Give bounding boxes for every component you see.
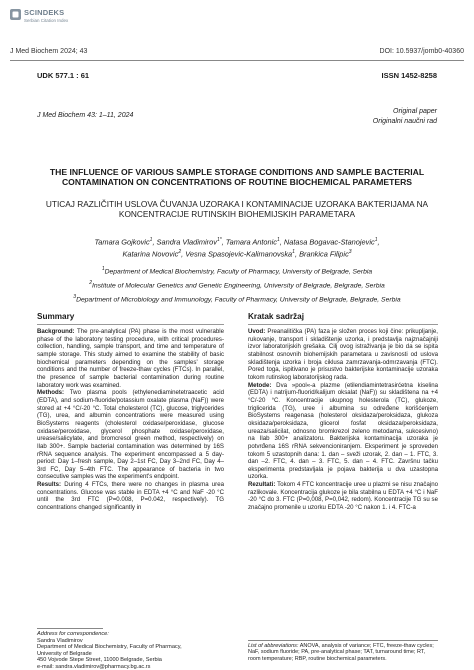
summary-divider <box>37 324 224 325</box>
correspondence-line: Sandra Vladimirov <box>37 638 227 645</box>
results-label: Results: <box>37 481 61 488</box>
affiliation-marker: 2 <box>89 280 92 286</box>
uvod-text: Preanalitička (PA) faza je složen proces koji čine: prikupljanje, rukovanje, transport i skladištenje uzorka, i predstavlja najznačajniji izvor laboratorijskih grešaka. Cilj ovog istraživanja je bio da se ispita stabilnost osnovnih biohemijskih parametara u zavisnosti od uslova skladištenja uzorka i broja ciklusa zamrzavanja-odmrzavanja (FTC). Pored toga, ispitivano je prisustvo bakterijske kontaminacije uzoraka tokom rutinskog laboratorijskog rada. <box>248 328 438 381</box>
paper-type <box>373 107 437 127</box>
kratak-sadrzaj-heading: Kratak sadržaj <box>248 312 304 321</box>
kratak-uvod <box>248 328 438 382</box>
abbreviations-label: List of abbreviations: <box>248 643 298 649</box>
udk-code: UDK 577.1 : 61 <box>37 71 89 80</box>
abbreviations-text: ANOVA, analysis of variance; FTC, freeze-thaw cycles; NaF, sodium fluoride; PA, pre-analytical phase; TAT, turnaround time; RT, room temperature; RBP, routine biochemical parameters. <box>248 643 434 662</box>
author-name: Katarina Novovic <box>122 250 178 259</box>
metode-text: Dva »pool«-a plazme (etilendiamintetrasirćetna kiselina (EDTA) i natrijum-fluorid/kalijum oksalat (NaF)) su skladištena na +4 °C/-20 °C. Koncentracije ukupnog holesterola (TC), glukoze, triglicerida (TG), uree i albumina su određene korišćenjem BioSystems reagenasa (holesterol oksidaza/peroksidaza, glukoza oksidaza/peroksidaza, glicerol fosfat oksidaza/peroksidaza, ureaza/salicilat, odnosno bromkrezol zeleno metodama, sukcesivno) na Ilab 300+ analizatoru. Bakterijska kontaminacija uzoraka je potvrđena 16S rRNA sekvencioniranjem. Eksperiment je sproveden tokom 5 uzastopnih dana: 1. dan – sveži uzorak, 2. dan – 1. FTC, 3. dan –2. FTC, 4. dan – 3. FTC, 5. dan – 4. FTC. Završnu tačku eksperimenta predstavljala je pojava bakterija u dva uzastopna uzorka. <box>248 382 438 481</box>
citation-line: J Med Biochem 43: 1–11, 2024 <box>37 112 133 119</box>
logo-subtitle: Serbian Citation Index <box>24 18 68 23</box>
methods-text: Two plasma pools (ethylenediaminetetraacetic acid (EDTA), and sodium-fluoride/potassium oxalate plasma (NaF)) were stored at +4 °C/-20 °C. Total cholesterol (TC), glucose, triglycerides (TG), urea, and albumin concentrations were measured using BioSystems reagents (cholesterol oxidase/peroxidase, glucose oxidase/peroxidase, glycerol phosphate oxidase/peroxidase, urease/salicylate, and bromcresol green method, respectively) on Ilab 300+. Sample bacterial contamination was determined by 16S rRNA sequence analysis. The experiment encompassed a 5 day-period: Day 1–fresh sample, Day 2–1st FC, Day 3–2nd FC, Day 4–3rd FC, Day 5–4th FTC. The appearance of bacteria in two consecutive samples was the experiment's endpoint. <box>37 389 224 480</box>
correspondence-line: Department of Medical Biochemistry, Faculty of Pharmacy, <box>37 644 227 651</box>
kratak-body <box>248 328 438 512</box>
affiliation-line <box>37 278 437 292</box>
summary-background <box>37 328 224 389</box>
author-affiliation-marker: 1 <box>292 249 295 255</box>
author-name: Tamara Antonic <box>226 237 277 246</box>
correspondence-email[interactable]: e-mail: sandra.vladimirov@pharmacy.bg.ac.rs <box>37 664 227 670</box>
author-affiliation-marker: 1 <box>150 237 153 243</box>
correspondence-line: 450 Vojvode Stepe Street, 11000 Belgrade, Serbia <box>37 657 227 664</box>
summary-results <box>37 481 224 512</box>
author-name: Brankica Filipic <box>299 250 349 259</box>
author-affiliation-marker: 3 <box>349 249 352 255</box>
title-english: THE INFLUENCE OF VARIOUS SAMPLE STORAGE CONDITIONS AND SAMPLE BACTERIAL CONTAMINATION ON CONCENTRATIONS OF ROUTINE BIOCHEMICAL PARAMETERS <box>37 167 437 187</box>
uvod-label: Uvod: <box>248 328 265 335</box>
kratak-rezultati <box>248 481 438 512</box>
affiliation-line <box>37 292 437 306</box>
correspondence-block <box>37 631 227 670</box>
author-affiliation-marker: 1 <box>375 237 378 243</box>
correspondence-heading: Address for correspondence: <box>37 631 227 638</box>
abbreviations-divider <box>248 640 438 641</box>
author-affiliation-marker: 1 <box>277 237 280 243</box>
affiliation-text: Department of Medical Biochemistry, Faculty of Pharmacy, University of Belgrade, Serbia <box>105 268 373 275</box>
summary-body <box>37 328 224 512</box>
journal-header: J Med Biochem 2024; 43 <box>10 48 87 55</box>
author-name: Sandra Vladimirov <box>157 237 217 246</box>
paper-type-en: Original paper <box>373 107 437 117</box>
title-serbian: UTICAJ RAZLIČITIH USLOVA ČUVANJA UZORAKA I KONTAMINACIJE UZORAKA BAKTERIJAMA NA KONCENTRACIJE RUTINSKIH BIOHEMIJSKIH PARAMETARA <box>37 199 437 219</box>
results-text: During 4 FTCs, there were no changes in plasma urea concentrations. Glucose was stable in EDTA +4 °C and NaF -20 °C until the 3rd FTC (P=0.008, P=0.042, respectively). TG concentrations changed significantly in <box>37 481 224 511</box>
correspondence-divider <box>37 628 103 629</box>
author-affiliation-marker: 2 <box>178 249 181 255</box>
rezultati-text: Tokom 4 FTC koncentracije uree u plazmi se nisu značajno razlikovale. Koncentracija glukoze je bila stabilna u EDTA +4 °C i NaF -20 °C do 3. FTC (P=0,008, P=0,042, redom). Koncentracije TG su se značajno promenile u uzorku EDTA -20 °C nakon 1. i 4. FTC-a <box>248 481 438 511</box>
affiliation-list <box>37 264 437 305</box>
logo-title: SCINDEKS <box>24 8 64 17</box>
correspondence-line: University of Belgrade <box>37 651 227 658</box>
affiliation-line <box>37 264 437 278</box>
background-text: The pre-analytical (PA) phase is the most vulnerable phase of the laboratory testing procedure, with critical procedures-collection, handling, sample transport, and time and temperature of sample storage. This study aimed to examine the stability of basic biochemical parameters depending on the samples' storage conditions and the number of freeze-thaw cycles (FTCs). In parallel, the presence of sample bacterial contamination during routine laboratory work was examined. <box>37 328 224 389</box>
metode-label: Metode: <box>248 382 271 389</box>
affiliation-text: Department of Microbiology and Immunology, Faculty of Pharmacy, University of Belgrade, Belgrade, Serbia <box>76 296 401 303</box>
author-name: Natasa Bogavac-Stanojevic <box>284 237 375 246</box>
author-affiliation-marker: 1* <box>217 237 222 243</box>
methods-label: Methods: <box>37 389 64 396</box>
scindeks-logo-icon <box>10 9 21 20</box>
author-name: Tamara Gojkovic <box>94 237 149 246</box>
kratak-divider <box>248 324 438 325</box>
issn-code: ISSN 1452-8258 <box>382 71 437 80</box>
rezultati-label: Rezultati: <box>248 481 275 488</box>
paper-type-sr: Originalni naučni rad <box>373 117 437 127</box>
background-label: Background: <box>37 328 75 335</box>
header-divider <box>10 60 464 61</box>
scindeks-logo <box>10 8 130 34</box>
author-list: Tamara Gojkovic$^1$, Sandra Vladimirov$^{1*}$, Tamara Antonic$^1$, Natasa Bogavac-Stanojevic$^1$, Katarina Novovic$^2$, Vesna Spasojevic-Kalimanovska$^1$, Brankica Filipic$^3$ <box>37 235 437 260</box>
kratak-metode <box>248 382 438 482</box>
summary-heading: Summary <box>37 312 74 321</box>
affiliation-text: Institute of Molecular Genetics and Genetic Engineering, University of Belgrade, Belgrade, Serbia <box>92 282 385 289</box>
doi-header[interactable]: DOI: 10.5937/jomb0-40360 <box>380 48 464 55</box>
author-name: Vesna Spasojevic-Kalimanovska <box>185 250 292 259</box>
summary-methods <box>37 389 224 481</box>
affiliation-marker: 3 <box>73 294 76 300</box>
abbreviations-block <box>248 643 438 662</box>
affiliation-marker: 1 <box>102 266 105 272</box>
